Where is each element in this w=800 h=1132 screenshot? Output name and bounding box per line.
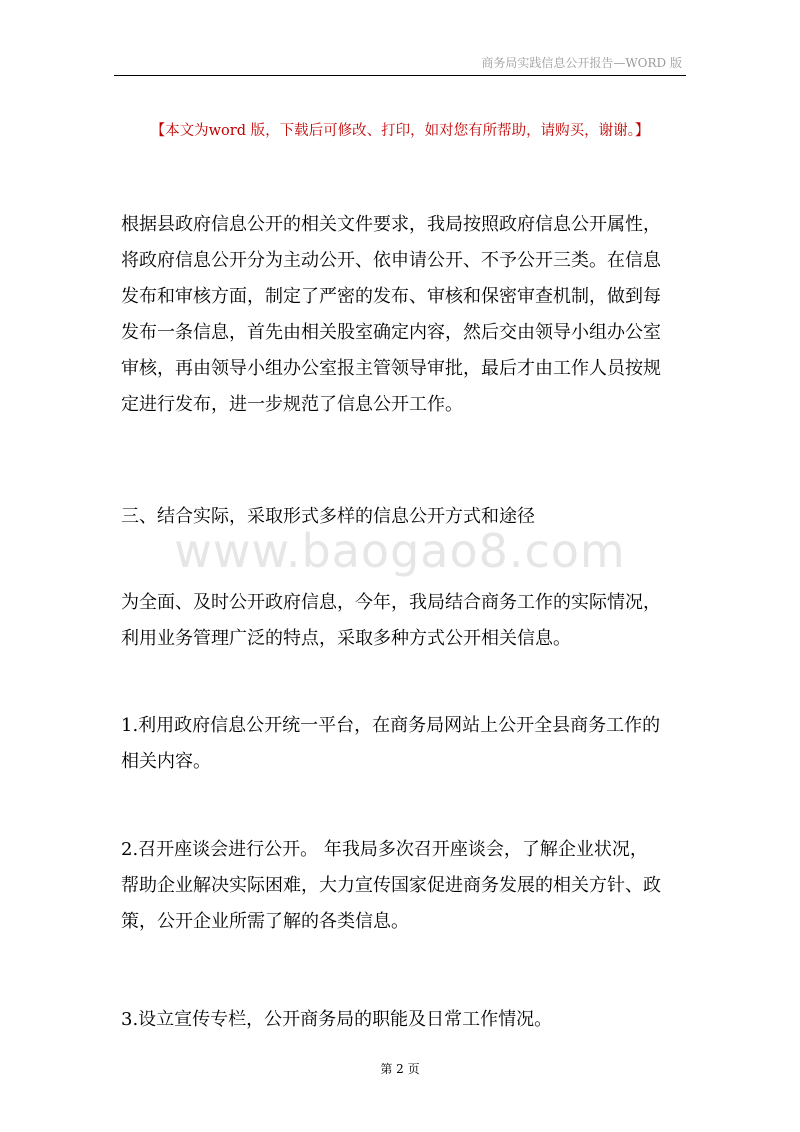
paragraph-info-disclosure-policy: 根据县政府信息公开的相关文件要求，我局按照政府信息公开属性， 将政府信息公开分为主动公开、依申请公开、不予公开三类。在信息 发布和审核方面，制定了严密的发布、审核和保密审查机制，做到每 发布一条信息，首先由相关股室确定内容，然后交由领导小组办公室 审核，再由领导小组办公室报主管领导审批，最后才由工作人员按规 定进行发布，进一步规范了信息公开工作。 [121,214,661,415]
header-divider [114,75,686,76]
section-heading-disclosure-methods: 三、结合实际，采取形式多样的信息公开方式和途径 [121,506,535,527]
page-number: 第 2 页 [380,1062,420,1076]
paragraph-disclosure-overview: 为全面、及时公开政府信息，今年，我局结合商务工作的实际情况， 利用业务管理广泛的特点，采取多种方式公开相关信息。 [121,592,661,649]
running-header: 商务局实践信息公开报告—WORD 版 [481,56,682,70]
list-item-2-symposium: 2.召开座谈会进行公开。 年我局多次召开座谈会，了解企业状况， 帮助企业解决实际困难，大力宣传国家促进商务发展的相关方针、政 策，公开企业所需了解的各类信息。 [121,839,661,932]
purchase-notice: 【本文为word 版，下载后可修改、打印，如对您有所帮助，请购买，谢谢。】 [150,123,650,139]
list-item-3-publicity-column: 3.设立宣传专栏，公开商务局的职能及日常工作情况。 [121,1009,553,1030]
list-item-1-unified-platform: 1.利用政府信息公开统一平台，在商务局网站上公开全县商务工作的 相关内容。 [121,715,661,772]
site-watermark: www.baogao8.com [174,524,626,578]
